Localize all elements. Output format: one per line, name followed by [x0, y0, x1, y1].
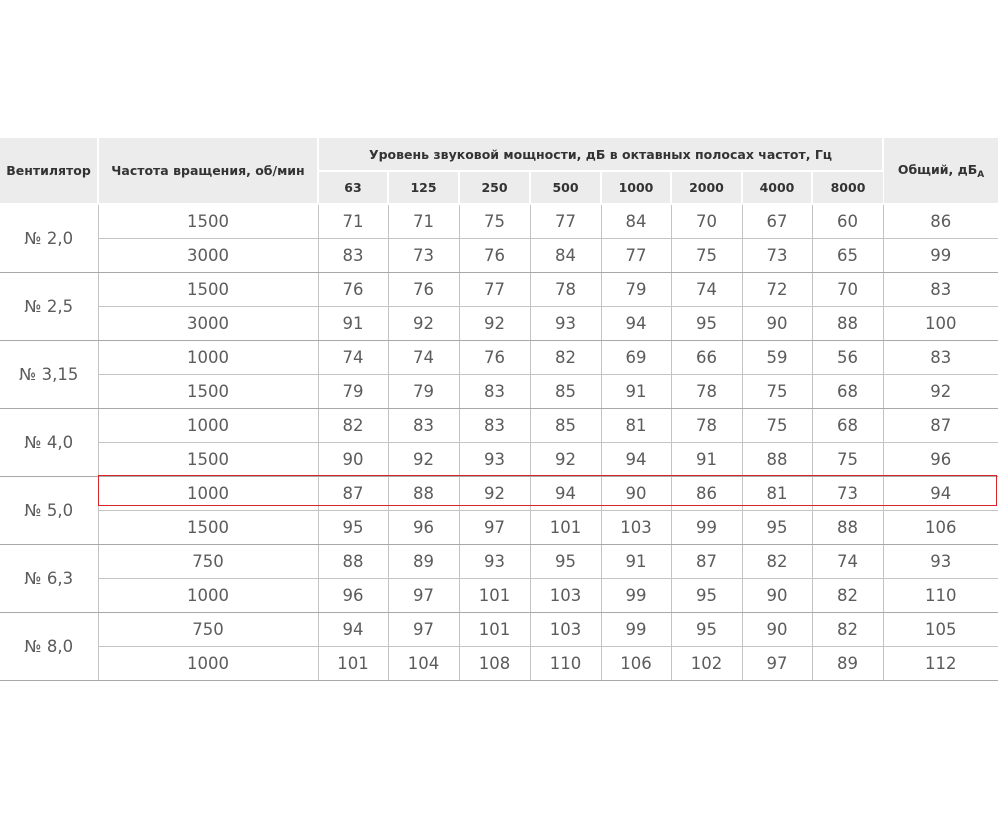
band-value-cell: 101: [459, 613, 530, 647]
band-value-cell: 77: [459, 273, 530, 307]
band-value-cell: 85: [530, 409, 601, 443]
band-value-cell: 92: [459, 477, 530, 511]
band-value-cell: 90: [318, 443, 388, 477]
band-value-cell: 79: [601, 273, 671, 307]
band-value-cell: 73: [742, 239, 812, 273]
band-value-cell: 72: [742, 273, 812, 307]
band-value-cell: 76: [388, 273, 459, 307]
table-row: [0, 613, 998, 647]
band-value-cell: 78: [671, 375, 742, 409]
band-value-cell: 74: [318, 341, 388, 375]
header-band: 63: [318, 171, 388, 204]
band-value-cell: 88: [812, 511, 883, 545]
table-row: [0, 307, 998, 341]
band-value-cell: 75: [742, 375, 812, 409]
table-row: [0, 647, 998, 681]
table-row: [0, 511, 998, 545]
band-value-cell: 87: [671, 545, 742, 579]
fan-model-cell: № 5,0: [0, 477, 98, 545]
band-value-cell: 99: [601, 613, 671, 647]
band-value-cell: 95: [318, 511, 388, 545]
band-value-cell: 95: [671, 613, 742, 647]
total-cell: 96: [883, 443, 998, 477]
table-row: [0, 443, 998, 477]
band-value-cell: 90: [601, 477, 671, 511]
table-row: [0, 409, 998, 443]
band-value-cell: 76: [459, 341, 530, 375]
band-value-cell: 75: [459, 204, 530, 239]
band-value-cell: 68: [812, 409, 883, 443]
speed-cell: 3000: [98, 307, 318, 341]
band-value-cell: 71: [388, 204, 459, 239]
band-value-cell: 71: [318, 204, 388, 239]
band-value-cell: 90: [742, 307, 812, 341]
band-value-cell: 68: [812, 375, 883, 409]
band-value-cell: 93: [530, 307, 601, 341]
band-value-cell: 94: [318, 613, 388, 647]
band-value-cell: 104: [388, 647, 459, 681]
band-value-cell: 92: [530, 443, 601, 477]
header-band: 4000: [742, 171, 812, 204]
header-total-label: Общий, дБ: [897, 161, 978, 177]
band-value-cell: 95: [671, 307, 742, 341]
band-value-cell: 102: [671, 647, 742, 681]
band-value-cell: 87: [318, 477, 388, 511]
band-value-cell: 79: [388, 375, 459, 409]
band-value-cell: 101: [530, 511, 601, 545]
speed-cell: 1000: [98, 647, 318, 681]
band-value-cell: 95: [671, 579, 742, 613]
band-value-cell: 81: [601, 409, 671, 443]
total-cell: 92: [883, 375, 998, 409]
band-value-cell: 74: [812, 545, 883, 579]
band-value-cell: 91: [601, 375, 671, 409]
band-value-cell: 88: [742, 443, 812, 477]
band-value-cell: 97: [742, 647, 812, 681]
band-value-cell: 70: [671, 204, 742, 239]
header-speed: Частота вращения, об/мин: [98, 138, 318, 204]
band-value-cell: 99: [671, 511, 742, 545]
total-cell: 110: [883, 579, 998, 613]
speed-cell: 3000: [98, 239, 318, 273]
band-value-cell: 84: [601, 204, 671, 239]
header-total: [883, 138, 998, 204]
total-cell: 112: [883, 647, 998, 681]
table-row: [0, 545, 998, 579]
band-value-cell: 76: [459, 239, 530, 273]
band-value-cell: 88: [318, 545, 388, 579]
band-value-cell: 78: [530, 273, 601, 307]
band-value-cell: 91: [318, 307, 388, 341]
fan-model-cell: № 6,3: [0, 545, 98, 613]
total-cell: 100: [883, 307, 998, 341]
band-value-cell: 92: [388, 443, 459, 477]
band-value-cell: 83: [459, 409, 530, 443]
fan-model-cell: № 2,5: [0, 273, 98, 341]
band-value-cell: 90: [742, 613, 812, 647]
band-value-cell: 93: [459, 545, 530, 579]
band-value-cell: 70: [812, 273, 883, 307]
band-value-cell: 67: [742, 204, 812, 239]
band-value-cell: 103: [530, 613, 601, 647]
band-value-cell: 86: [671, 477, 742, 511]
fan-model-cell: № 3,15: [0, 341, 98, 409]
band-value-cell: 97: [388, 613, 459, 647]
band-value-cell: 91: [671, 443, 742, 477]
band-value-cell: 83: [388, 409, 459, 443]
band-value-cell: 97: [459, 511, 530, 545]
band-value-cell: 97: [388, 579, 459, 613]
header-band: 8000: [812, 171, 883, 204]
band-value-cell: 82: [318, 409, 388, 443]
band-value-cell: 76: [318, 273, 388, 307]
speed-cell: 1500: [98, 204, 318, 239]
table-row: [0, 273, 998, 307]
band-value-cell: 103: [530, 579, 601, 613]
band-value-cell: 65: [812, 239, 883, 273]
band-value-cell: 56: [812, 341, 883, 375]
band-value-cell: 74: [388, 341, 459, 375]
band-value-cell: 92: [388, 307, 459, 341]
band-value-cell: 93: [459, 443, 530, 477]
total-cell: 87: [883, 409, 998, 443]
band-value-cell: 83: [318, 239, 388, 273]
table-row: [0, 375, 998, 409]
band-value-cell: 91: [601, 545, 671, 579]
band-value-cell: 90: [742, 579, 812, 613]
band-value-cell: 75: [742, 409, 812, 443]
total-cell: 106: [883, 511, 998, 545]
band-value-cell: 59: [742, 341, 812, 375]
speed-cell: 1500: [98, 443, 318, 477]
band-value-cell: 75: [671, 239, 742, 273]
table-row: [0, 341, 998, 375]
band-value-cell: 95: [530, 545, 601, 579]
band-value-cell: 82: [530, 341, 601, 375]
table-row: [0, 477, 998, 511]
band-value-cell: 108: [459, 647, 530, 681]
fan-model-cell: № 2,0: [0, 204, 98, 273]
table-header: [0, 138, 998, 204]
band-value-cell: 85: [530, 375, 601, 409]
band-value-cell: 79: [318, 375, 388, 409]
band-value-cell: 84: [530, 239, 601, 273]
band-value-cell: 75: [812, 443, 883, 477]
speed-cell: 1000: [98, 409, 318, 443]
band-value-cell: 73: [388, 239, 459, 273]
noise-table-container: [0, 138, 1000, 681]
total-cell: 93: [883, 545, 998, 579]
header-band: 1000: [601, 171, 671, 204]
speed-cell: 1000: [98, 477, 318, 511]
header-band-group: Уровень звуковой мощности, дБ в октавных полосах частот, Гц: [318, 138, 883, 171]
band-value-cell: 82: [812, 613, 883, 647]
band-value-cell: 83: [459, 375, 530, 409]
header-total-sub: A: [977, 169, 985, 180]
header-band: 500: [530, 171, 601, 204]
band-value-cell: 82: [812, 579, 883, 613]
sound-power-table: [0, 138, 998, 681]
band-value-cell: 106: [601, 647, 671, 681]
band-value-cell: 66: [671, 341, 742, 375]
total-cell: 99: [883, 239, 998, 273]
table-body: [0, 204, 998, 681]
band-value-cell: 89: [812, 647, 883, 681]
band-value-cell: 101: [318, 647, 388, 681]
band-value-cell: 81: [742, 477, 812, 511]
header-fan: Вентилятор: [0, 138, 98, 204]
table-row: [0, 239, 998, 273]
total-cell: 83: [883, 341, 998, 375]
header-band: 125: [388, 171, 459, 204]
band-value-cell: 89: [388, 545, 459, 579]
band-value-cell: 77: [601, 239, 671, 273]
fan-model-cell: № 8,0: [0, 613, 98, 681]
table-row: [0, 204, 998, 239]
speed-cell: 750: [98, 545, 318, 579]
table-row: [0, 579, 998, 613]
band-value-cell: 69: [601, 341, 671, 375]
band-value-cell: 96: [388, 511, 459, 545]
band-value-cell: 60: [812, 204, 883, 239]
band-value-cell: 77: [530, 204, 601, 239]
band-value-cell: 88: [812, 307, 883, 341]
band-value-cell: 82: [742, 545, 812, 579]
total-cell: 94: [883, 477, 998, 511]
speed-cell: 1500: [98, 511, 318, 545]
speed-cell: 750: [98, 613, 318, 647]
band-value-cell: 110: [530, 647, 601, 681]
band-value-cell: 94: [530, 477, 601, 511]
band-value-cell: 96: [318, 579, 388, 613]
band-value-cell: 92: [459, 307, 530, 341]
speed-cell: 1000: [98, 579, 318, 613]
header-band: 2000: [671, 171, 742, 204]
fan-model-cell: № 4,0: [0, 409, 98, 477]
band-value-cell: 88: [388, 477, 459, 511]
band-value-cell: 101: [459, 579, 530, 613]
speed-cell: 1500: [98, 273, 318, 307]
total-cell: 83: [883, 273, 998, 307]
total-cell: 86: [883, 204, 998, 239]
band-value-cell: 74: [671, 273, 742, 307]
band-value-cell: 73: [812, 477, 883, 511]
band-value-cell: 94: [601, 307, 671, 341]
speed-cell: 1000: [98, 341, 318, 375]
band-value-cell: 95: [742, 511, 812, 545]
speed-cell: 1500: [98, 375, 318, 409]
band-value-cell: 103: [601, 511, 671, 545]
band-value-cell: 94: [601, 443, 671, 477]
band-value-cell: 78: [671, 409, 742, 443]
header-band: 250: [459, 171, 530, 204]
total-cell: 105: [883, 613, 998, 647]
band-value-cell: 99: [601, 579, 671, 613]
